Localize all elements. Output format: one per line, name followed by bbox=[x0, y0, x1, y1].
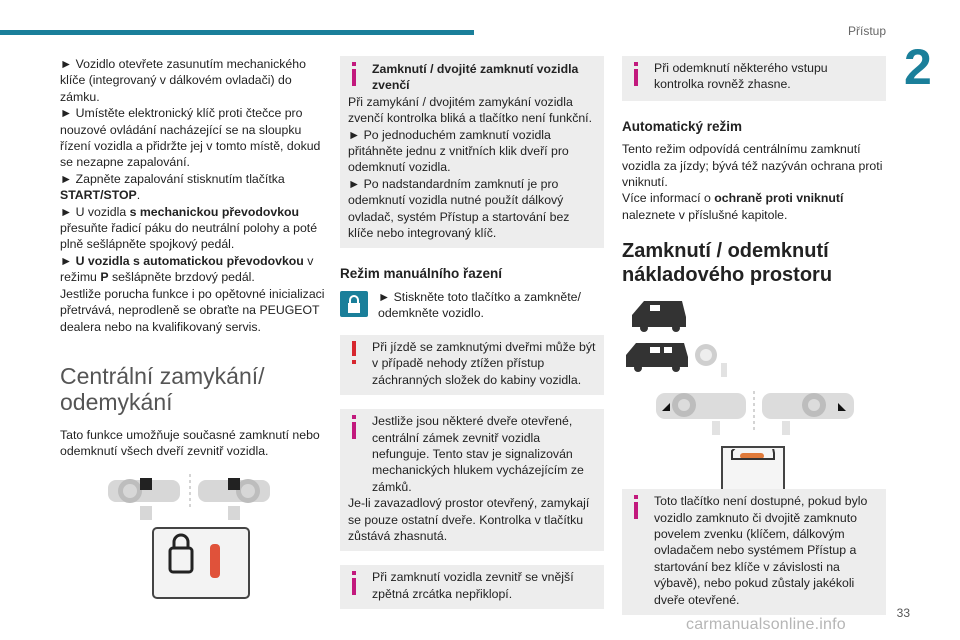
cargo-van-icon bbox=[632, 301, 686, 332]
info-box-button-unavailable: Toto tlačítko není dostupné, pokud bylo vozidlo zamknuto či dvojitě zamknuto povelem zvenku (klíčem, dálkovým ovladačem nebo systémem Přístup a startování bez klíče v závislosti na výbavě), nebo pokud zůstaly jakékoli dveře otevřené. bbox=[622, 489, 886, 615]
steering-wheel-icon bbox=[198, 478, 270, 520]
central-locking-illustration bbox=[60, 470, 330, 618]
column-2 bbox=[340, 56, 604, 619]
info-icon bbox=[628, 62, 644, 86]
steering-wheel-icon bbox=[656, 393, 746, 435]
cargo-van-icon bbox=[626, 343, 688, 372]
column-3 bbox=[622, 56, 886, 625]
central-locking-intro: Tato funkce umožňuje současné zamknutí nebo odemknutí všech dveří zevnitř vozidla. bbox=[60, 427, 320, 459]
info-box-doors-open: Jestliže jsou některé dveře otevřené, centrální zámek zevnitř vozidla nefunguje. Tento stav je signalizován mechanických hlukem vycházejícím ze zámků. Je-li zavazadlový prostor otevřený, zamykají se pouze ostatní dveře. Kontrolka v tlačítku zůstává zhasnutá. bbox=[340, 409, 604, 551]
info-box-mirrors: Při zamknutí vozidla zevnitř se vnější zpětná zrcátka nepřiklopí. bbox=[340, 565, 604, 609]
warning-box: Při jízdě se zamknutými dveřmi může být v případě nehody ztížen přístup záchranných složek do kabiny vozidla. bbox=[340, 335, 604, 395]
info-icon bbox=[346, 62, 362, 86]
step-ignition: ► Zapněte zapalování stisknutím tlačítka START/STOP. bbox=[60, 171, 285, 203]
steering-wheel-icon bbox=[695, 344, 727, 377]
step-mechanical-key: ► Vozidlo otevřete zasunutím mechanického klíče (integrovaný v dálkovém ovladači) do zámku. bbox=[60, 57, 306, 104]
info-box-title: Zamknutí / dvojité zamknutí vozidla zvenčí bbox=[372, 62, 579, 93]
info-box-bullet-1: ► Po jednoduchém zamknutí vozidla přitáhněte jednu z vnitřních klik dveří pro odemknutí vozidla. bbox=[348, 127, 569, 175]
watermark: carmanualsonline.info bbox=[686, 616, 846, 633]
chapter-number: 2 bbox=[904, 39, 932, 95]
warning-icon bbox=[346, 341, 362, 365]
steering-wheel-icon bbox=[762, 393, 854, 435]
info-icon bbox=[628, 495, 644, 519]
automatic-mode-more: Více informací o ochraně proti vniknutí naleznete v příslušné kapitole. bbox=[622, 191, 844, 222]
page-number: 33 bbox=[896, 606, 910, 620]
top-accent-bar bbox=[0, 30, 474, 35]
column-1 bbox=[60, 56, 330, 618]
padlock-button-icon bbox=[153, 528, 249, 598]
info-box-bullet-2: ► Po nadstandardním zamknutí je pro odemknutí vozidla nutné použít dálkový ovladač, systém Přístup a startování bez klíče nebo integrovaný klíč. bbox=[348, 176, 570, 241]
step-automatic-gearbox: ► U vozidla s automatickou převodovkou v režimu P sešlápněte brzdový pedál. bbox=[60, 253, 314, 285]
section-heading-manual: Režim manuálního řazení bbox=[340, 266, 503, 282]
lock-button-instruction: ► Stiskněte toto tlačítko a zamkněte/ odemkněte vozidlo. bbox=[340, 289, 604, 325]
automatic-mode-text: Tento režim odpovídá centrálnímu zamknutí vozidla za jízdy; bývá též nazýván ochrana proti vniknutí. bbox=[622, 142, 883, 190]
section-heading-central-locking: Centrální zamykání/ odemykání bbox=[60, 362, 265, 415]
header-title: Přístup bbox=[847, 24, 886, 38]
info-box-unlock-entry: Při odemknutí některého vstupu kontrolka rovněž zhasne. bbox=[622, 56, 886, 101]
steering-wheel-icon bbox=[108, 478, 180, 520]
info-icon bbox=[346, 571, 362, 595]
info-box-text: Při zamykání / dvojitém zamykání vozidla zvenčí kontrolka bliká a tlačítko není funkční. bbox=[348, 94, 593, 126]
section-heading-automatic: Automatický režim bbox=[622, 118, 743, 134]
step-emergency-reader: ► Umístěte elektronický klíč proti čtečce pro nouzové ovládání nacházející se na sloupku řízení vozidla a přidržte jej v tomto místě, dokud se nezapne zapalování. bbox=[60, 106, 321, 170]
info-box-exterior-lock bbox=[340, 56, 604, 248]
info-icon bbox=[346, 415, 362, 439]
step-manual-gearbox: ► U vozidla s mechanickou převodovkou přesuňte řadicí páku do neutrální polohy a poté plně sešlápněte spojkový pedál. bbox=[60, 204, 318, 252]
lock-icon bbox=[340, 291, 368, 317]
section-heading-cargo: Zamknutí / odemknutí nákladového prostoru bbox=[622, 240, 833, 287]
fault-note: Jestliže porucha funkce i po opětovné inicializaci přetrvává, neprodleně se obraťte na PEUGEOT dealera nebo na kvalifikovaný servis. bbox=[60, 286, 325, 334]
